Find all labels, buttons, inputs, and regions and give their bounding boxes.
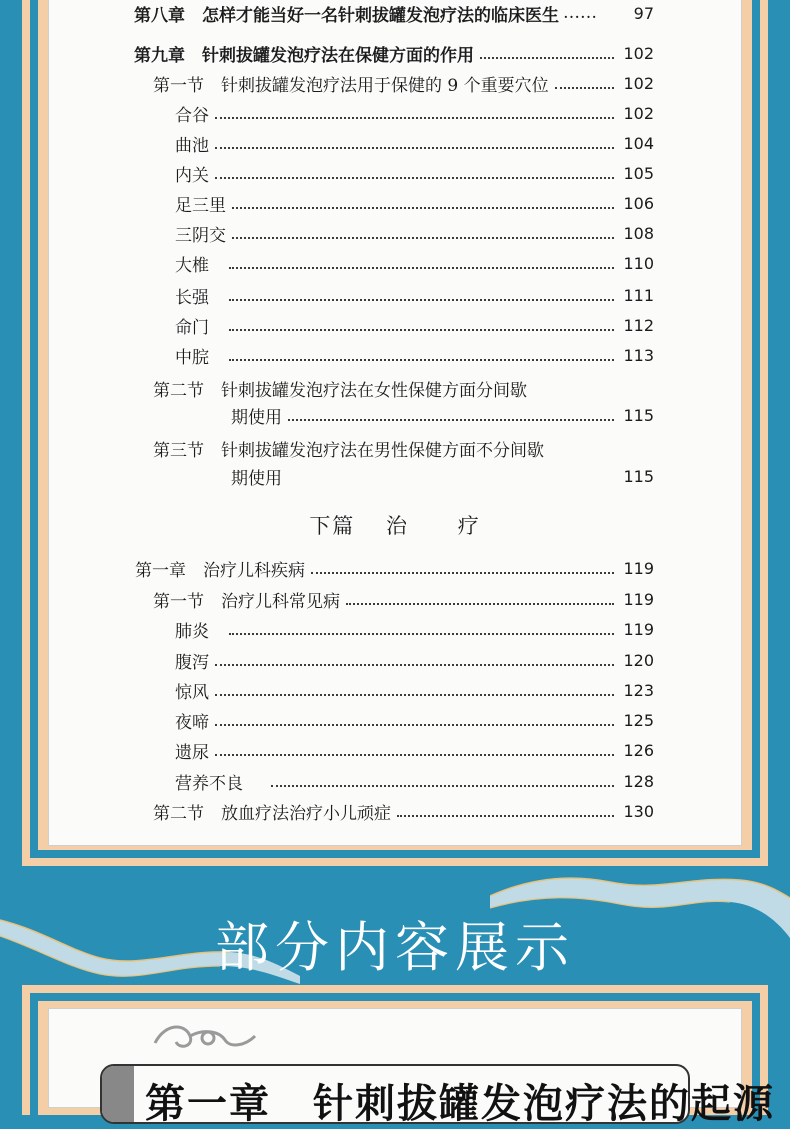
toc-item-jingfeng[interactable]: [175, 675, 654, 705]
toc-leader: [215, 694, 614, 696]
toc-leader: [480, 57, 614, 59]
toc-leader: [232, 207, 614, 209]
part-title-word-3: 疗: [457, 514, 481, 538]
toc-label: 中脘: [175, 347, 209, 368]
chapter-heading: 第一章 针刺拔罐发泡疗法的起源: [145, 1080, 775, 1127]
toc-page-number: 104: [623, 133, 654, 153]
toc-dots: ……: [563, 3, 597, 23]
toc-item-changqiang[interactable]: [175, 280, 654, 310]
toc-label: 合谷: [175, 105, 209, 126]
toc-item-yeti[interactable]: [175, 705, 654, 735]
toc-page-number: 120: [623, 650, 654, 670]
toc-label: 夜啼: [175, 712, 209, 733]
toc-page-number: 128: [623, 771, 654, 791]
toc-item-feiyan[interactable]: [175, 614, 654, 644]
toc-leader: [229, 633, 614, 635]
toc-part2-section-2[interactable]: [153, 796, 654, 826]
toc-item-sanyinjiao[interactable]: [175, 218, 654, 248]
toc-page-number: 125: [623, 710, 654, 730]
toc-label: 命门: [175, 317, 209, 338]
toc-label: 第一章 治疗儿科疾病: [135, 560, 305, 581]
part-title: [49, 510, 741, 540]
toc-label: 营养不良: [175, 773, 243, 794]
toc-page-number: 102: [623, 43, 654, 63]
toc-label: 第二节 放血疗法治疗小儿顽症: [153, 803, 391, 824]
toc-leader: [229, 359, 614, 361]
toc-leader: [215, 177, 614, 179]
toc-item-mingmen[interactable]: [175, 310, 654, 340]
toc-chapter-8[interactable]: [134, 0, 654, 28]
toc-page-number: 105: [623, 163, 654, 183]
toc-label: 期使用: [231, 468, 282, 489]
toc-leader: [271, 785, 614, 787]
toc-label: 遗尿: [175, 742, 209, 763]
toc-label: 曲池: [175, 135, 209, 156]
toc-page-number: 119: [623, 589, 654, 609]
part-title-word-2: 治: [386, 514, 409, 538]
toc-part2-chapter-1[interactable]: [135, 553, 654, 583]
scroll-ornament-icon: [150, 1018, 260, 1058]
toc-leader: [229, 299, 614, 301]
toc-item-dazhui[interactable]: [175, 248, 654, 278]
toc-page-number: 123: [623, 680, 654, 700]
toc-item-neiguan[interactable]: [175, 158, 654, 188]
toc-page-number: 113: [623, 345, 654, 365]
toc-label: 长强: [175, 287, 209, 308]
toc-item-fuxie[interactable]: [175, 645, 654, 675]
toc-page-number: 130: [623, 801, 654, 821]
toc-label: 第九章 针刺拔罐发泡疗法在保健方面的作用: [134, 45, 474, 66]
toc-page-number: 111: [623, 285, 654, 305]
toc-label: 三阴交: [175, 225, 226, 246]
toc-page-number: 115: [623, 405, 654, 425]
toc-item-zhongwan[interactable]: [175, 340, 654, 370]
toc-leader: [215, 147, 614, 149]
toc-page-number: 106: [623, 193, 654, 213]
toc-page-number: 102: [623, 103, 654, 123]
toc-page-number: 119: [623, 619, 654, 639]
toc-chapter-9[interactable]: [134, 38, 654, 68]
toc-part2-section-1[interactable]: [153, 584, 654, 614]
toc-page-number: 110: [623, 253, 654, 273]
toc-leader: [215, 754, 614, 756]
section-banner: 部分内容展示: [215, 916, 575, 979]
toc-page-number: 126: [623, 740, 654, 760]
toc-leader: [288, 419, 614, 421]
toc-page-number: 112: [623, 315, 654, 335]
box-shadow: [100, 1064, 134, 1124]
toc-label: 大椎: [175, 255, 209, 276]
toc-section-2[interactable]: [231, 400, 654, 430]
toc-label: 第八章 怎样才能当好一名针刺拔罐发泡疗法的临床医生: [134, 5, 559, 26]
toc-page-number: 97: [633, 3, 654, 23]
toc-label: 腹泻: [175, 652, 209, 673]
toc-section-3-title[interactable]: 第三节 针刺拔罐发泡疗法在男性保健方面不分间歇: [153, 441, 544, 461]
toc-section-3[interactable]: [231, 461, 654, 491]
toc-leader: [311, 572, 614, 574]
toc-section-1[interactable]: [153, 68, 654, 98]
toc-leader: [215, 664, 614, 666]
toc-label: 第一节 治疗儿科常见病: [153, 591, 340, 612]
toc-leader: [555, 87, 614, 89]
toc-leader: [232, 237, 614, 239]
part-title-word-1: 下篇: [309, 514, 356, 538]
toc-leader: [397, 815, 614, 817]
toc-label: 第一节 针刺拔罐发泡疗法用于保健的 9 个重要穴位: [153, 75, 549, 96]
toc-label: 肺炎: [175, 621, 209, 642]
toc-leader: [215, 117, 614, 119]
toc-page: [48, 0, 742, 846]
toc-leader: [229, 267, 614, 269]
toc-leader: [229, 329, 614, 331]
toc-section-2-title[interactable]: 第二节 针刺拔罐发泡疗法在女性保健方面分间歇: [153, 381, 527, 401]
toc-label: 惊风: [175, 682, 209, 703]
toc-label: 内关: [175, 165, 209, 186]
toc-item-hegu[interactable]: [175, 98, 654, 128]
toc-leader: [215, 724, 614, 726]
toc-label: 期使用: [231, 407, 282, 428]
toc-leader: [346, 603, 614, 605]
toc-item-quchi[interactable]: [175, 128, 654, 158]
toc-page-number: 108: [623, 223, 654, 243]
toc-page-number: 102: [623, 73, 654, 93]
toc-item-zusanli[interactable]: [175, 188, 654, 218]
toc-item-yingyangbuliang[interactable]: [175, 766, 654, 796]
toc-page-number: 119: [623, 558, 654, 578]
toc-item-yiniao[interactable]: [175, 735, 654, 765]
toc-page-number: 115: [623, 466, 654, 486]
toc-label: 足三里: [175, 195, 226, 216]
